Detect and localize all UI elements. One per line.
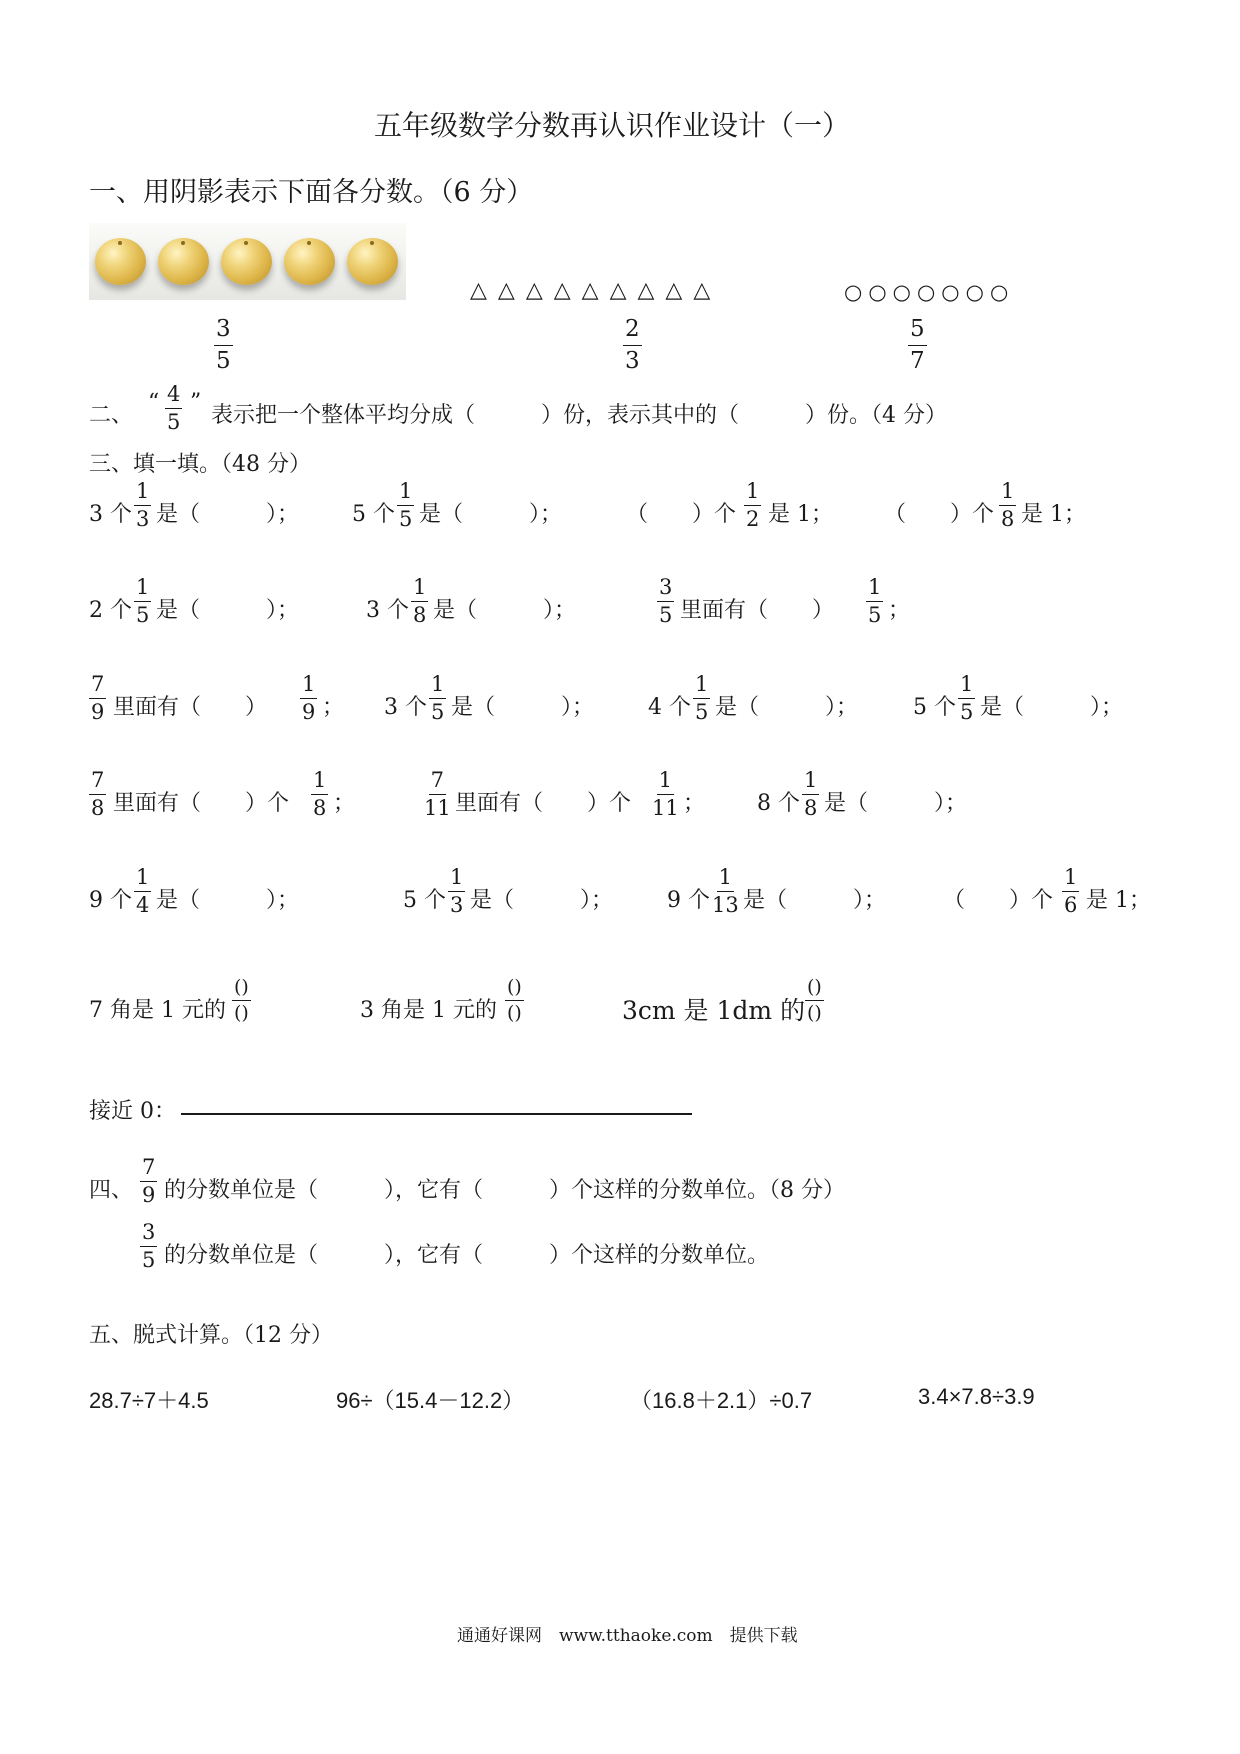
section2-open-quote: “ [148,390,160,415]
fraction-five-sevenths: $\frac{5}{7}$ [910,316,925,374]
triangles-row: △△△△△△△△△ [470,278,722,303]
calc-problem: 3.4×7.8÷3.9 [918,1384,1035,1409]
apple-icon [158,238,209,285]
section4-line1: 的分数单位是（ ），它有（ ）个这样的分数单位。（8 分） [164,1178,845,1203]
calc-problem: （16.8＋2.1）÷0.7 [630,1388,813,1413]
section2-text: 表示把一个整体平均分成（ ）份，表示其中的（ ）份。（4 分） [211,403,947,428]
page-title: 五年级数学分数再认识作业设计（一） [374,109,851,142]
answer-line [181,1113,692,1115]
section4-line2: 的分数单位是（ ），它有（ ）个这样的分数单位。 [164,1243,770,1268]
calc-problem: 28.7÷7＋4.5 [89,1388,209,1413]
section4-fraction-1: $\frac{7}{9}$ [142,1155,156,1207]
footer-text: 通通好课网 www.tthaoke.com 提供下载 [457,1626,798,1646]
apple-icon [221,238,272,285]
apple-icon [284,238,335,285]
section2-fraction: $\frac{4}{5}$ [167,382,181,434]
section2-prefix: 二、 [89,403,134,428]
fraction-three-fifths: $\frac{3}{5}$ [216,316,231,374]
fraction-two-thirds: $\frac{2}{3}$ [625,316,640,374]
section4-fraction-2: $\frac{3}{5}$ [142,1220,156,1272]
apple-icon [95,238,146,285]
section1-heading: 一、用阴影表示下面各分数。（6 分） [89,177,534,208]
circles-row: ○○○○○○○ [844,280,1015,304]
calc-problem: 96÷（15.4－12.2） [336,1388,525,1413]
section4-prefix: 四、 [89,1178,134,1203]
section5-heading: 五、脱式计算。（12 分） [89,1323,333,1348]
apples-image [89,223,406,300]
near-zero-label: 接近 0： [89,1099,176,1124]
section2-close-quote: ” [190,390,202,415]
apple-icon [347,238,398,285]
section3-heading: 三、填一填。（48 分） [89,452,311,477]
